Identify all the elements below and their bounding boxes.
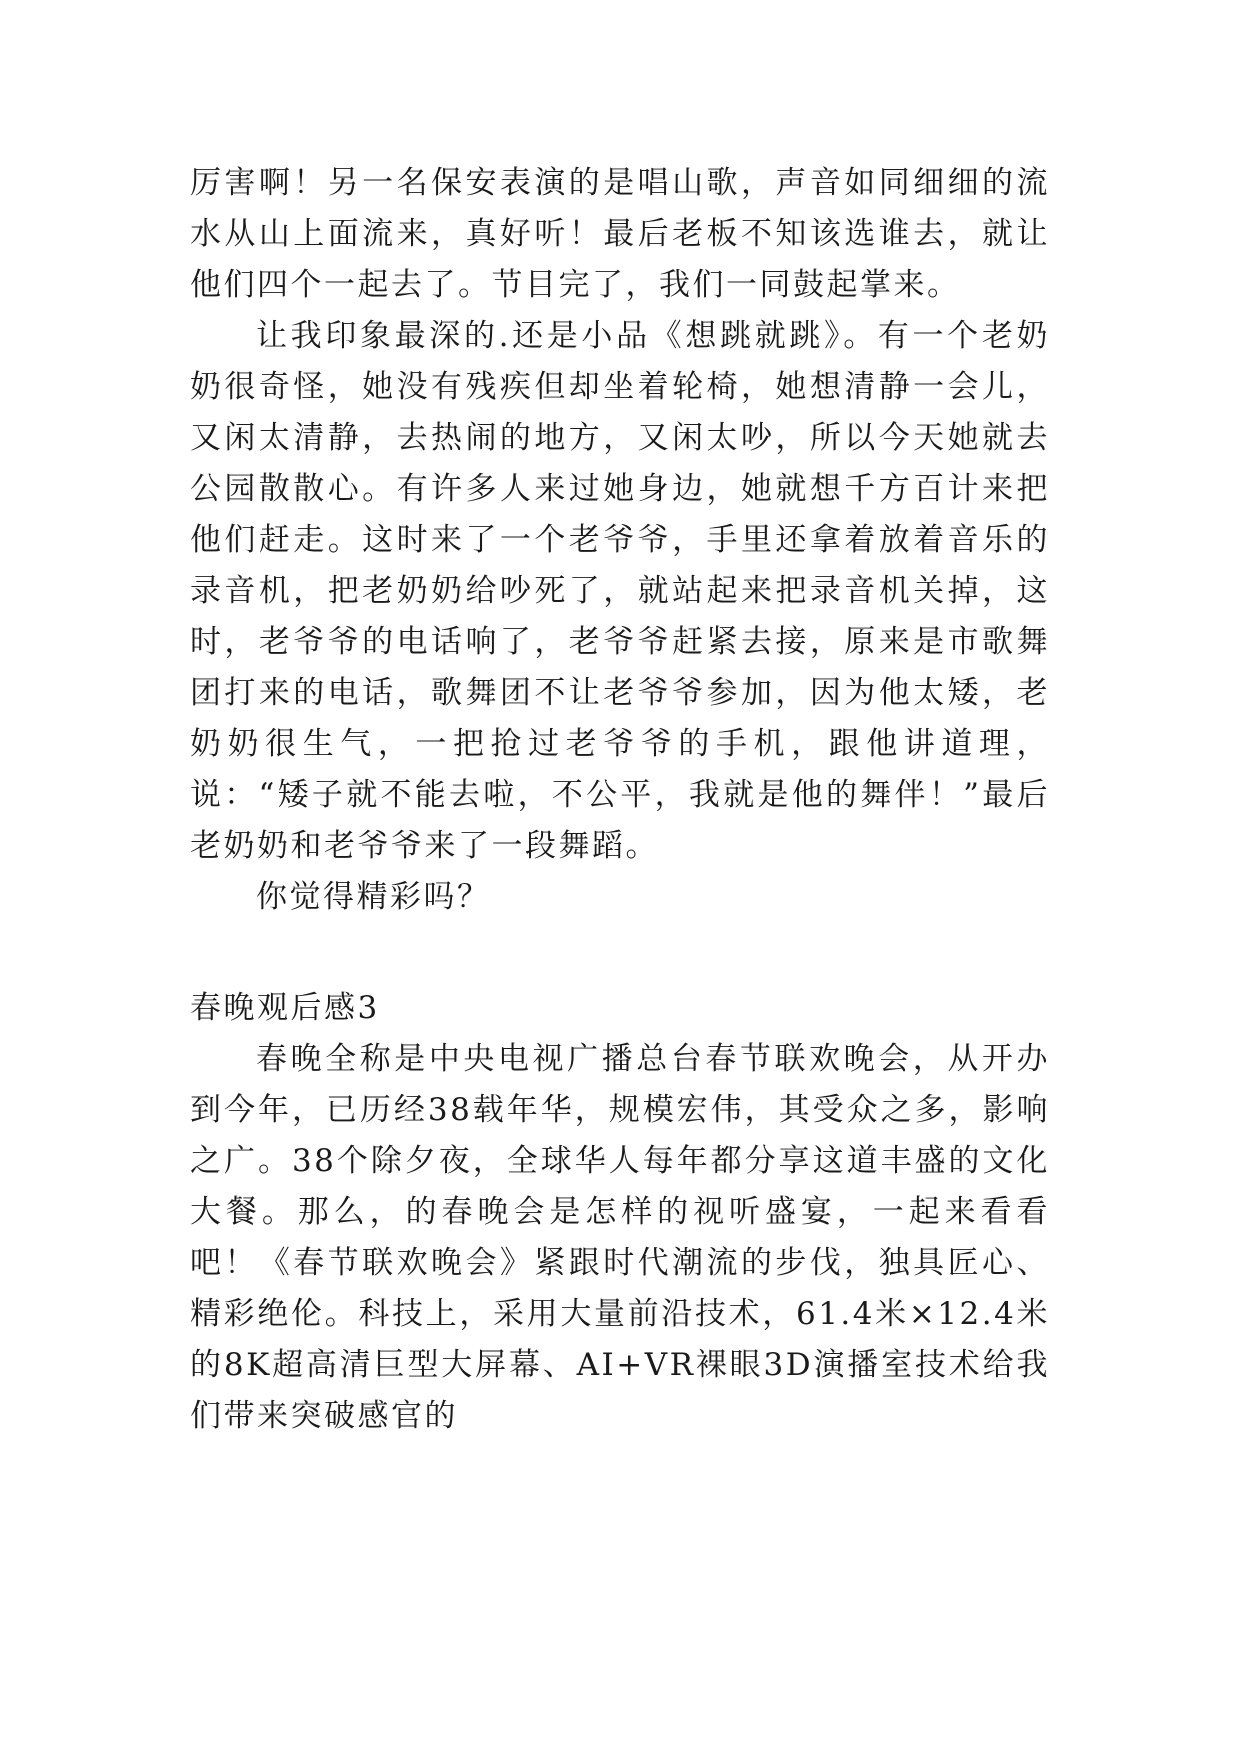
section-title: 春晚观后感3 [190,990,380,1026]
paragraph-3: 你觉得精彩吗？ [256,879,491,915]
paragraph-1: 厉害啊！另一名保安表演的是唱山歌，声音如同细细的流水从山上面流来，真好听！最后老板不知该选谁去，就让他们四个一起去了。节目完了，我们一同鼓起掌来。 [190,165,1050,303]
section-spacer [190,923,1050,983]
document-body [190,158,1050,1442]
paragraph-2: 让我印象最深的.还是小品《想跳就跳》。有一个老奶奶很奇怪，她没有残疾但却坐着轮椅，她想清静一会儿，又闲太清静，去热闹的地方，又闲太吵，所以今天她就去公园散散心。有许多人来过她身边，她就想千方百计来把他们赶走。这时来了一个老爷爷，手里还拿着放着音乐的录音机，把老奶奶给吵死了，就站起来把录音机关掉，这时，老爷爷的电话响了，老爷爷赶紧去接，原来是市歌舞团打来的电话，歌舞团不让老爷爷参加，因为他太矮，老奶奶很生气，一把抢过老爷爷的手机，跟他讲道理，说：“矮子就不能去啦，不公平，我就是他的舞伴！”最后老奶奶和老爷爷来了一段舞蹈。 [190,318,1050,864]
paragraph-4: 春晚全称是中央电视广播总台春节联欢晚会，从开办到今年，已历经38载年华，规模宏伟，其受众之多，影响之广。38个除夕夜，全球华人每年都分享这道丰盛的文化大餐。那么，的春晚会是怎样的视听盛宴，一起来看看吧！《春节联欢晚会》紧跟时代潮流的步伐，独具匠心、精彩绝伦。科技上，采用大量前沿技术，61.4米×12.4米的8K超高清巨型大屏幕、AI+VR裸眼3D演播室技术给我们带来突破感官的 [190,1041,1050,1434]
